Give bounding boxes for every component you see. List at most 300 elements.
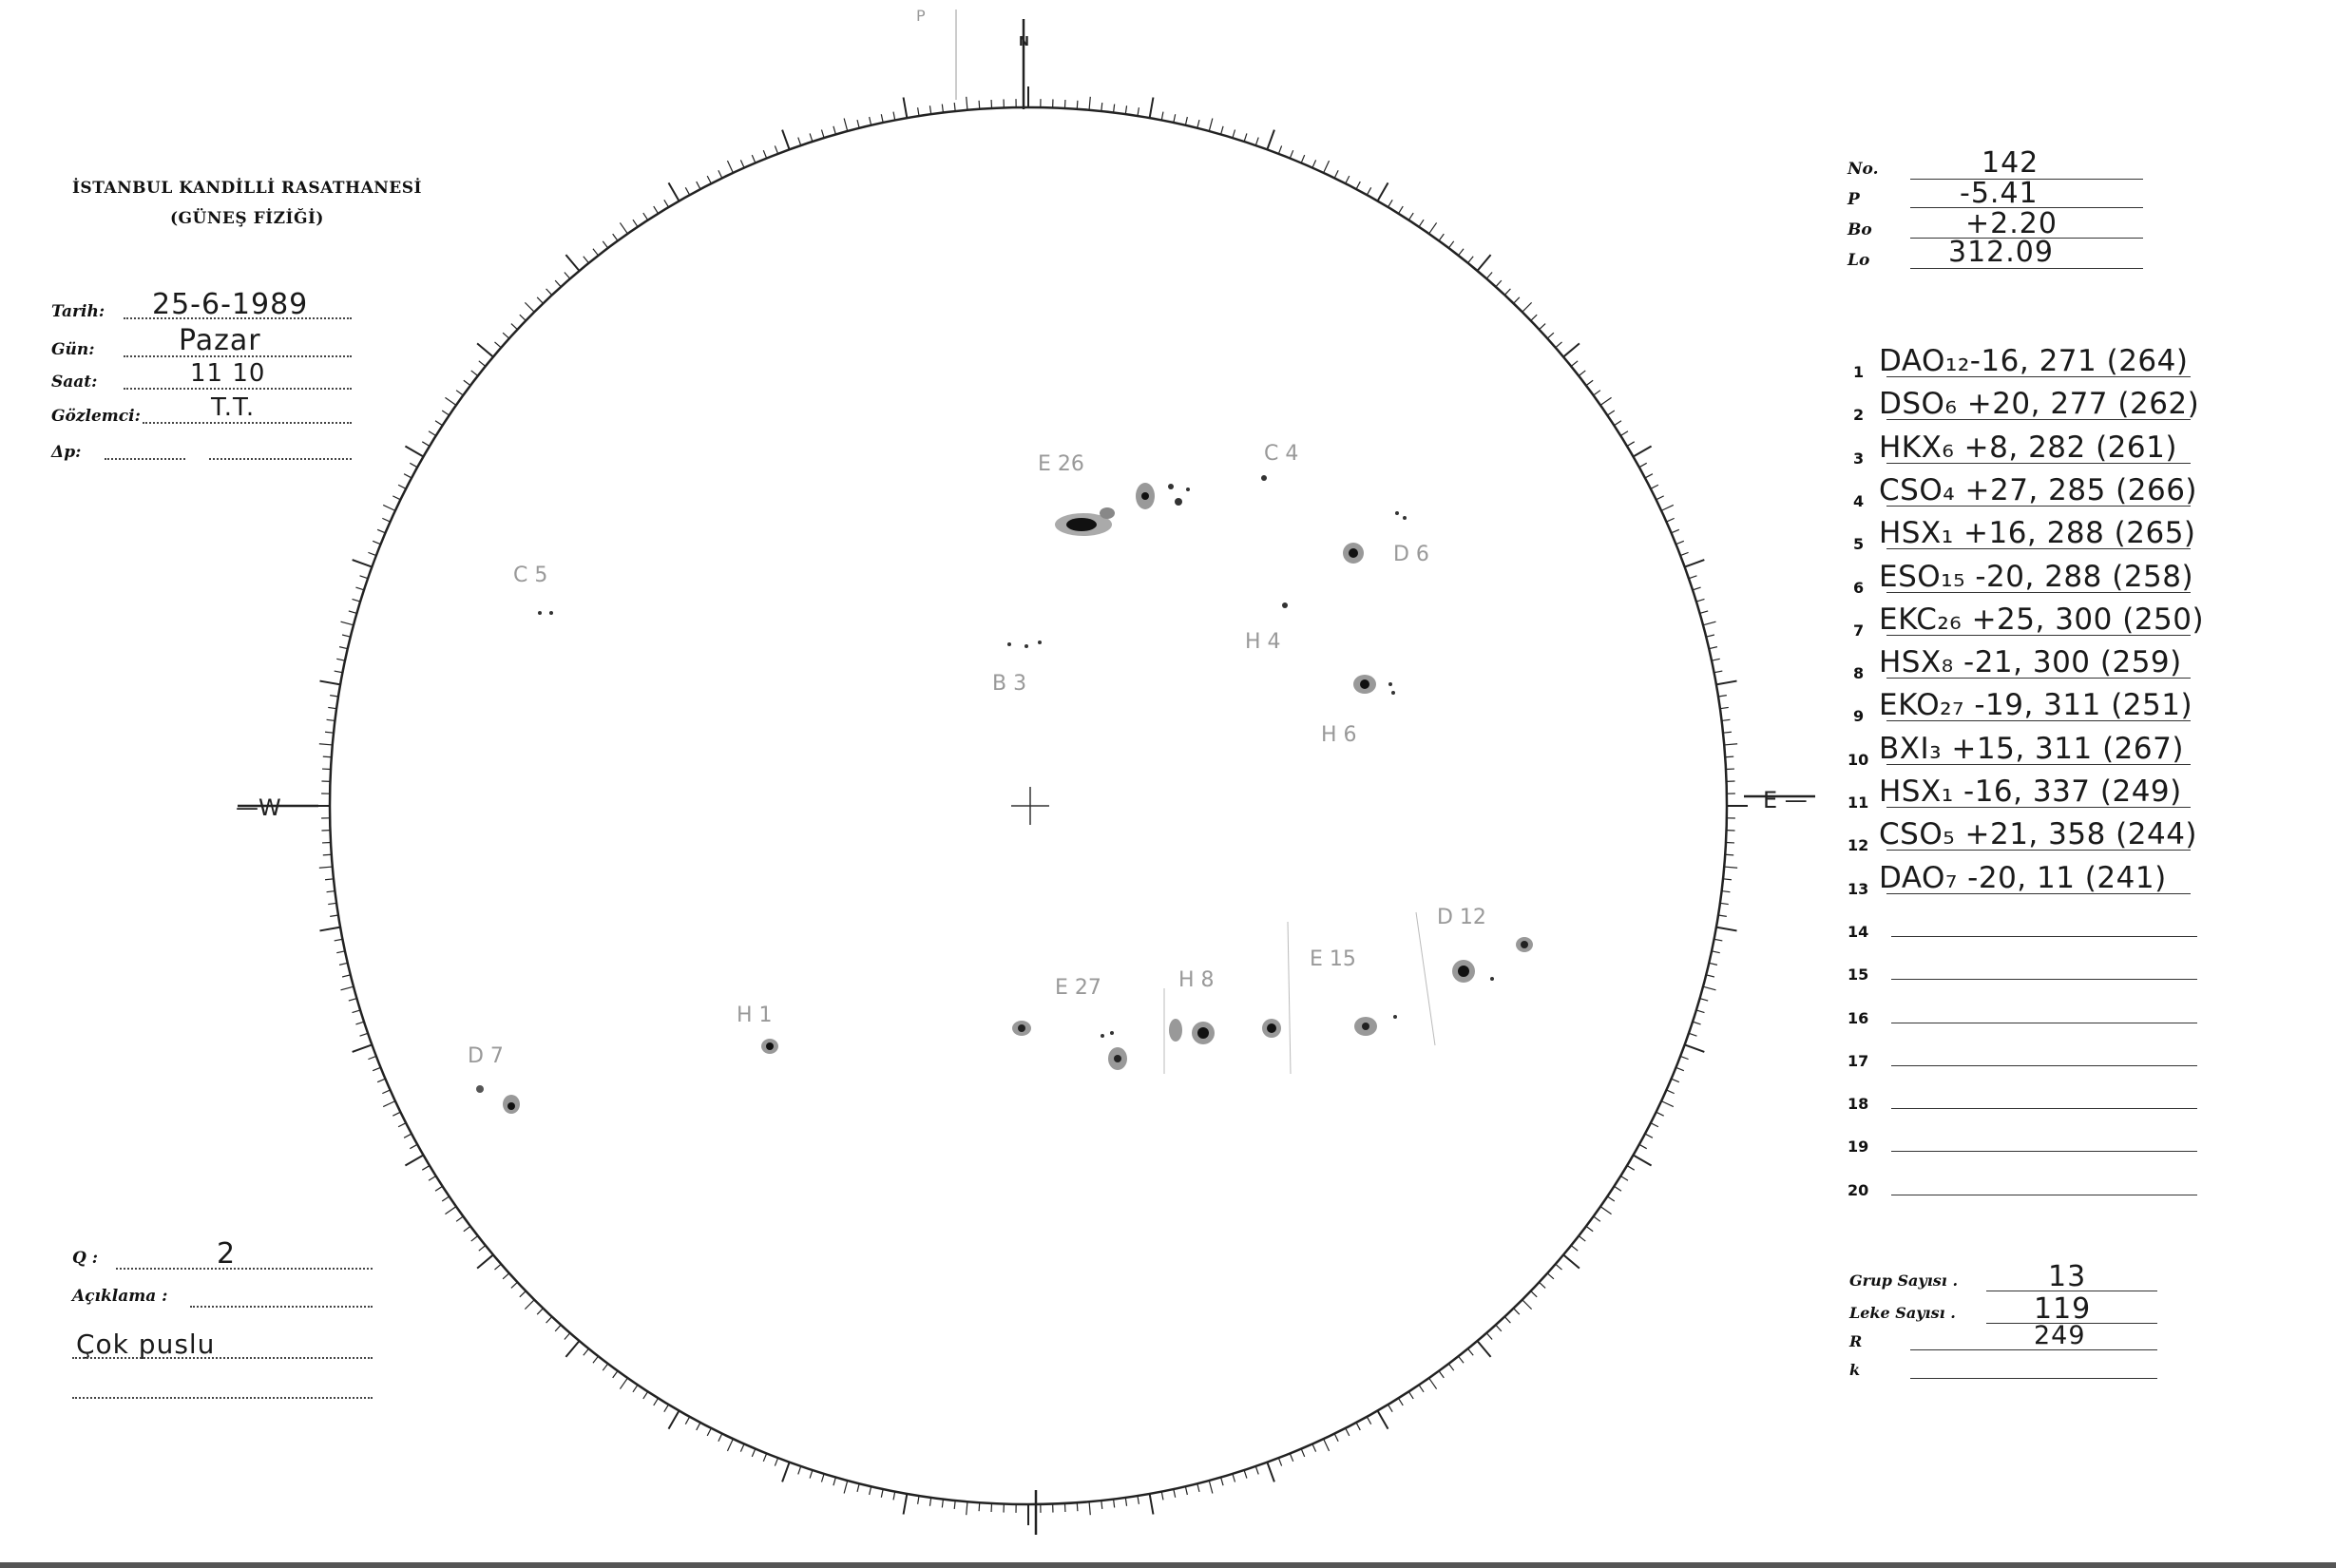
scale-tick bbox=[339, 647, 348, 649]
scale-tick bbox=[1571, 361, 1578, 367]
group-entry: HSX₁ -16, 337 (249) bbox=[1879, 774, 2182, 809]
scale-tick bbox=[442, 1196, 449, 1201]
group-number: 18 bbox=[1848, 1095, 1869, 1114]
scale-tick bbox=[821, 1474, 824, 1482]
scale-tick bbox=[1209, 1481, 1213, 1494]
scale-tick bbox=[1312, 160, 1316, 167]
scale-tick bbox=[398, 1123, 406, 1127]
scale-tick bbox=[1221, 126, 1223, 135]
scale-tick bbox=[1346, 1428, 1350, 1436]
scale-tick bbox=[404, 474, 412, 478]
scale-tick bbox=[870, 117, 871, 125]
scale-tick bbox=[1486, 272, 1492, 278]
scale-tick bbox=[1324, 1439, 1330, 1451]
scale-tick bbox=[330, 915, 338, 916]
k-label: k bbox=[1849, 1361, 1861, 1379]
scale-tick bbox=[1703, 621, 1716, 625]
p-value: -5.41 bbox=[1960, 177, 2039, 210]
scale-tick bbox=[1255, 138, 1258, 146]
group-divider-3 bbox=[1416, 912, 1435, 1045]
east-label: E — bbox=[1763, 787, 1808, 813]
scale-tick bbox=[382, 518, 390, 522]
scale-tick bbox=[1675, 1067, 1683, 1070]
scale-tick bbox=[1718, 696, 1727, 697]
scale-tick bbox=[1522, 302, 1532, 312]
scale-tick bbox=[697, 182, 700, 189]
scale-tick bbox=[1459, 1356, 1465, 1363]
scale-tick bbox=[555, 1325, 561, 1331]
group-label: C 4 bbox=[1264, 442, 1299, 466]
scale-tick bbox=[1639, 463, 1647, 467]
scale-tick bbox=[1693, 1022, 1701, 1024]
scale-tick bbox=[1429, 222, 1437, 233]
scale-tick bbox=[355, 587, 364, 590]
scale-tick bbox=[654, 206, 659, 214]
scale-tick bbox=[1693, 587, 1701, 590]
scale-tick bbox=[1267, 130, 1274, 150]
spot-e26-b bbox=[1100, 507, 1115, 519]
scale-tick bbox=[1700, 999, 1709, 1001]
scale-tick bbox=[335, 939, 343, 941]
scale-tick bbox=[1150, 1494, 1154, 1515]
scale-tick bbox=[1620, 431, 1628, 436]
scale-tick bbox=[320, 681, 341, 685]
scale-tick bbox=[477, 1254, 493, 1268]
scale-tick bbox=[327, 891, 335, 892]
scale-tick bbox=[360, 576, 369, 579]
scale-tick bbox=[782, 1463, 790, 1482]
no-label: No. bbox=[1848, 160, 1879, 179]
scale-tick bbox=[1356, 182, 1360, 189]
center-cross bbox=[1011, 787, 1049, 825]
scale-tick bbox=[1367, 1417, 1370, 1425]
p-label: P bbox=[1848, 190, 1860, 209]
scale-tick bbox=[664, 1405, 669, 1412]
saat-value: 11 10 bbox=[190, 359, 266, 388]
scale-tick bbox=[620, 222, 627, 233]
scale-tick bbox=[1651, 485, 1658, 488]
scale-tick bbox=[1661, 505, 1674, 510]
scale-tick bbox=[353, 1010, 361, 1013]
scale-tick bbox=[1696, 599, 1705, 602]
scan-edge bbox=[0, 1562, 2336, 1568]
scale-tick bbox=[603, 1364, 607, 1370]
scale-tick bbox=[1712, 951, 1720, 953]
scale-tick bbox=[1439, 234, 1444, 240]
scale-tick bbox=[1540, 1282, 1546, 1288]
scale-tick bbox=[929, 105, 930, 114]
scale-tick bbox=[1714, 939, 1722, 941]
spot-c5 bbox=[538, 611, 542, 615]
scale-tick bbox=[393, 1112, 400, 1116]
scale-tick bbox=[1346, 176, 1350, 183]
scale-tick bbox=[1114, 105, 1115, 113]
scale-tick bbox=[1504, 1317, 1510, 1324]
scale-tick bbox=[471, 1236, 478, 1242]
scale-tick bbox=[1645, 1134, 1653, 1138]
scale-tick bbox=[1301, 155, 1305, 163]
scale-tick bbox=[494, 342, 501, 348]
scale-tick bbox=[355, 1022, 364, 1024]
group-entry: EKC₂₆ +25, 300 (250) bbox=[1879, 602, 2205, 637]
bo-value: +2.20 bbox=[1965, 207, 2058, 240]
scale-tick bbox=[383, 1101, 395, 1107]
group-entry: BXI₃ +15, 311 (267) bbox=[1879, 731, 2184, 766]
scale-tick bbox=[1301, 1449, 1305, 1457]
scale-tick bbox=[685, 187, 689, 195]
scale-tick bbox=[1531, 315, 1537, 320]
group-label: H 4 bbox=[1245, 630, 1281, 654]
scale-tick bbox=[584, 1348, 589, 1355]
lo-label: Lo bbox=[1848, 251, 1870, 270]
scale-tick bbox=[565, 1333, 570, 1340]
scale-tick bbox=[1571, 1246, 1578, 1252]
q-label: Q : bbox=[72, 1249, 99, 1268]
scale-tick bbox=[798, 138, 801, 146]
scale-tick bbox=[1724, 744, 1737, 745]
scale-tick bbox=[1174, 1489, 1176, 1498]
scale-tick bbox=[1547, 1273, 1554, 1279]
scale-tick bbox=[429, 431, 436, 436]
scale-tick bbox=[1709, 647, 1717, 649]
group-label: D 12 bbox=[1437, 906, 1486, 929]
scale-tick bbox=[1324, 161, 1330, 173]
scale-tick bbox=[1398, 206, 1403, 214]
r-value: 249 bbox=[2034, 1321, 2086, 1350]
group-number: 1 bbox=[1853, 363, 1865, 381]
scale-tick bbox=[525, 302, 534, 312]
scale-tick bbox=[1556, 1264, 1562, 1270]
scale-tick bbox=[368, 552, 375, 555]
scale-tick bbox=[1531, 1291, 1537, 1297]
group-number: 10 bbox=[1848, 750, 1869, 769]
group-number: 17 bbox=[1848, 1051, 1869, 1070]
scale-tick bbox=[405, 1156, 423, 1166]
scale-tick bbox=[1547, 333, 1554, 338]
scale-tick bbox=[1150, 98, 1154, 119]
scale-tick bbox=[1448, 241, 1453, 248]
group-number: 4 bbox=[1853, 491, 1865, 510]
scale-tick bbox=[613, 1371, 618, 1378]
scale-tick bbox=[1514, 297, 1520, 303]
scale-tick bbox=[633, 1385, 638, 1391]
scale-tick bbox=[1634, 447, 1652, 457]
scale-tick bbox=[1221, 1478, 1223, 1486]
scale-tick bbox=[1114, 1500, 1115, 1508]
scale-tick bbox=[844, 1481, 848, 1494]
scale-tick bbox=[565, 255, 579, 271]
scale-tick bbox=[654, 1398, 659, 1405]
scale-tick bbox=[520, 1291, 526, 1297]
scale-tick bbox=[1594, 1216, 1600, 1221]
scale-tick bbox=[320, 927, 341, 931]
group-number: 2 bbox=[1853, 406, 1865, 425]
scale-tick bbox=[584, 257, 589, 263]
scale-tick bbox=[1278, 145, 1281, 153]
group-entry: HSX₈ -21, 300 (259) bbox=[1879, 645, 2182, 680]
scale-tick bbox=[1634, 1156, 1652, 1166]
scale-tick bbox=[1185, 117, 1187, 125]
scale-tick bbox=[844, 119, 848, 132]
scale-tick bbox=[727, 1439, 733, 1451]
scale-tick bbox=[1724, 867, 1737, 868]
group-label: C 5 bbox=[513, 564, 548, 587]
scale-tick bbox=[410, 463, 417, 467]
scale-tick bbox=[479, 361, 486, 367]
scale-tick bbox=[1077, 1502, 1078, 1511]
dp-label: Δp: bbox=[51, 443, 82, 462]
scale-tick bbox=[1689, 1033, 1697, 1036]
spot-b3 bbox=[1007, 642, 1011, 646]
scale-tick bbox=[1556, 342, 1562, 348]
scale-tick bbox=[353, 560, 373, 567]
scale-tick bbox=[857, 1483, 859, 1492]
group-number: 16 bbox=[1848, 1008, 1869, 1027]
scale-tick bbox=[1685, 560, 1705, 567]
scale-tick bbox=[613, 234, 618, 240]
group-number: 5 bbox=[1853, 535, 1865, 554]
scale-tick bbox=[1138, 1496, 1139, 1504]
scale-tick bbox=[1101, 1501, 1102, 1509]
group-entry: DAO₇ -20, 11 (241) bbox=[1879, 860, 2167, 895]
scale-tick bbox=[1627, 1166, 1635, 1171]
scale-tick bbox=[404, 1134, 412, 1138]
scale-tick bbox=[1233, 130, 1235, 139]
scale-tick bbox=[330, 696, 338, 697]
scale-tick bbox=[464, 1226, 470, 1231]
group-label: E 27 bbox=[1055, 976, 1101, 1000]
scale-tick bbox=[471, 371, 478, 376]
group-number: 14 bbox=[1848, 922, 1869, 941]
group-entry: EKO₂₇ -19, 311 (251) bbox=[1879, 688, 2193, 723]
scale-tick bbox=[1675, 541, 1683, 544]
scale-tick bbox=[1722, 719, 1731, 720]
scale-tick bbox=[477, 343, 493, 356]
group-entry: ESO₁₅ -20, 288 (258) bbox=[1879, 559, 2194, 594]
scale-tick bbox=[833, 1478, 835, 1486]
scale-tick bbox=[1367, 187, 1370, 195]
gozlemci-value: T.T. bbox=[211, 393, 256, 422]
scale-tick bbox=[1388, 200, 1393, 207]
grup-sayisi-label: Grup Sayısı . bbox=[1849, 1272, 1959, 1290]
scale-tick bbox=[342, 975, 351, 977]
scale-tick bbox=[1089, 1501, 1090, 1515]
scale-tick bbox=[1233, 1474, 1235, 1482]
scale-tick bbox=[1706, 975, 1714, 977]
scale-tick bbox=[1666, 518, 1674, 522]
scale-tick bbox=[1439, 1371, 1444, 1378]
scale-tick bbox=[1101, 103, 1102, 111]
scale-tick bbox=[1429, 1378, 1437, 1388]
scale-tick bbox=[685, 1417, 689, 1425]
scale-tick bbox=[1600, 1207, 1611, 1214]
group-number: 12 bbox=[1848, 836, 1869, 855]
scale-tick bbox=[1209, 119, 1213, 132]
scale-tick bbox=[1185, 1486, 1187, 1495]
scale-tick bbox=[1607, 411, 1614, 415]
scale-tick bbox=[1197, 1483, 1199, 1492]
scale-tick bbox=[1255, 1466, 1258, 1475]
scale-tick bbox=[904, 1494, 908, 1515]
group-label: E 15 bbox=[1310, 947, 1356, 971]
scale-tick bbox=[1696, 1010, 1705, 1013]
group-divider-2 bbox=[1288, 922, 1291, 1074]
scale-tick bbox=[979, 1502, 980, 1511]
scale-tick bbox=[1723, 879, 1732, 880]
scale-tick bbox=[1706, 635, 1714, 637]
r-label: R bbox=[1849, 1332, 1863, 1350]
tarih-value: 25-6-1989 bbox=[152, 288, 309, 321]
scale-tick bbox=[456, 1216, 463, 1221]
scale-tick bbox=[393, 496, 400, 500]
scale-tick bbox=[336, 659, 345, 660]
group-labels bbox=[468, 442, 1486, 1068]
scale-tick bbox=[1712, 659, 1720, 660]
scale-tick bbox=[1459, 249, 1465, 256]
scale-tick bbox=[494, 1264, 501, 1270]
scale-tick bbox=[410, 1144, 417, 1148]
scale-tick bbox=[1356, 1423, 1360, 1430]
scale-tick bbox=[546, 289, 552, 296]
scale-tick bbox=[377, 529, 385, 533]
scale-tick bbox=[1586, 1226, 1593, 1231]
group-label: H 6 bbox=[1321, 723, 1357, 747]
scale-tick bbox=[1419, 220, 1424, 226]
group-number: 15 bbox=[1848, 966, 1869, 985]
scale-tick bbox=[1244, 133, 1247, 142]
leke-sayisi-label: Leke Sayısı . bbox=[1849, 1304, 1956, 1322]
group-entry: DAO₁₂-16, 271 (264) bbox=[1879, 344, 2189, 378]
scale-tick bbox=[1607, 1196, 1614, 1201]
scale-tick bbox=[1197, 120, 1199, 128]
scale-tick bbox=[1680, 552, 1688, 555]
scale-tick bbox=[740, 1444, 744, 1451]
north-label: N bbox=[1019, 35, 1029, 49]
scale-tick bbox=[1504, 289, 1510, 296]
scale-tick bbox=[1077, 101, 1078, 109]
scale-tick bbox=[664, 200, 669, 207]
scale-tick bbox=[565, 1341, 579, 1357]
scale-tick bbox=[1522, 1300, 1532, 1310]
scale-tick bbox=[1579, 371, 1585, 376]
scale-tick bbox=[1620, 1176, 1628, 1180]
group-entry: CSO₄ +27, 285 (266) bbox=[1879, 472, 2198, 507]
scale-tick bbox=[1540, 324, 1546, 330]
scale-tick bbox=[565, 272, 570, 278]
scale-tick bbox=[373, 541, 380, 544]
saat-label: Saat: bbox=[51, 373, 98, 392]
scale-tick bbox=[1709, 963, 1717, 965]
scale-tick bbox=[1563, 1254, 1580, 1268]
west-label: —W bbox=[236, 794, 281, 821]
scale-tick bbox=[1334, 1434, 1338, 1442]
scale-tick bbox=[445, 1207, 455, 1214]
scale-tick bbox=[1661, 1101, 1674, 1107]
group-number: 7 bbox=[1853, 621, 1865, 640]
scale-tick bbox=[697, 1423, 700, 1430]
scale-tick bbox=[1514, 1309, 1520, 1314]
scale-tick bbox=[1089, 97, 1090, 110]
scale-tick bbox=[1656, 1112, 1664, 1116]
spot-h4 bbox=[1282, 602, 1288, 608]
scale-tick bbox=[1651, 1123, 1658, 1127]
scale-tick bbox=[857, 120, 859, 128]
group-entry: DSO₆ +20, 277 (262) bbox=[1879, 387, 2200, 422]
scale-tick bbox=[1680, 1056, 1688, 1059]
scale-tick bbox=[1161, 112, 1163, 121]
scale-tick bbox=[1720, 903, 1729, 904]
scale-tick bbox=[669, 1411, 680, 1429]
scale-tick bbox=[718, 170, 722, 178]
scale-tick bbox=[643, 1391, 648, 1399]
scale-tick bbox=[1579, 1236, 1585, 1242]
group-label: D 6 bbox=[1393, 543, 1429, 566]
scale-tick bbox=[1419, 1385, 1424, 1391]
scale-tick bbox=[740, 160, 744, 167]
scale-tick bbox=[319, 867, 333, 868]
scale-tick bbox=[342, 635, 351, 637]
scale-tick bbox=[537, 1309, 543, 1314]
scale-tick bbox=[1594, 391, 1600, 395]
scale-tick bbox=[1700, 611, 1709, 613]
group-number: 19 bbox=[1848, 1138, 1869, 1157]
scale-tick bbox=[775, 145, 777, 153]
scale-tick bbox=[429, 1176, 436, 1180]
scale-tick bbox=[1722, 891, 1731, 892]
scale-tick bbox=[1477, 1341, 1490, 1357]
scale-tick bbox=[353, 1044, 373, 1052]
scale-tick bbox=[328, 707, 336, 708]
scale-tick bbox=[503, 1273, 509, 1279]
scale-tick bbox=[603, 241, 607, 248]
scale-tick bbox=[1496, 280, 1502, 287]
scale-tick bbox=[1468, 1348, 1474, 1355]
scale-tick bbox=[1685, 1044, 1705, 1052]
scale-tick bbox=[942, 105, 943, 113]
scale-tick bbox=[1486, 1333, 1492, 1340]
scale-tick bbox=[335, 671, 343, 673]
scale-tick bbox=[1563, 343, 1580, 356]
scale-tick bbox=[1639, 1144, 1647, 1148]
scale-tick bbox=[435, 1186, 443, 1191]
scale-tick bbox=[422, 442, 430, 447]
scale-tick bbox=[398, 485, 406, 488]
aciklama-label: Açıklama : bbox=[72, 1287, 168, 1306]
scale-tick bbox=[336, 951, 345, 953]
scale-tick bbox=[1600, 397, 1611, 405]
scale-tick bbox=[752, 155, 756, 163]
scale-tick bbox=[593, 249, 599, 256]
scale-tick bbox=[537, 297, 543, 303]
scale-tick bbox=[904, 98, 908, 119]
scale-tick bbox=[1244, 1470, 1247, 1479]
scale-tick bbox=[727, 161, 733, 173]
observatory-department: (GÜNEŞ FİZİĞİ) bbox=[170, 209, 324, 228]
scale-tick bbox=[435, 421, 443, 426]
scale-tick bbox=[669, 182, 680, 201]
scale-tick bbox=[821, 130, 824, 139]
scale-tick bbox=[1448, 1364, 1453, 1370]
scale-tick bbox=[763, 1453, 766, 1461]
gun-value: Pazar bbox=[179, 324, 261, 357]
grup-sayisi-value: 13 bbox=[2048, 1260, 2087, 1293]
scale-tick bbox=[349, 999, 357, 1001]
scale-tick bbox=[954, 103, 955, 111]
scale-tick bbox=[1161, 1491, 1163, 1500]
scale-tick bbox=[325, 879, 334, 880]
scale-tick bbox=[1666, 1090, 1674, 1094]
scale-tick bbox=[353, 599, 361, 602]
